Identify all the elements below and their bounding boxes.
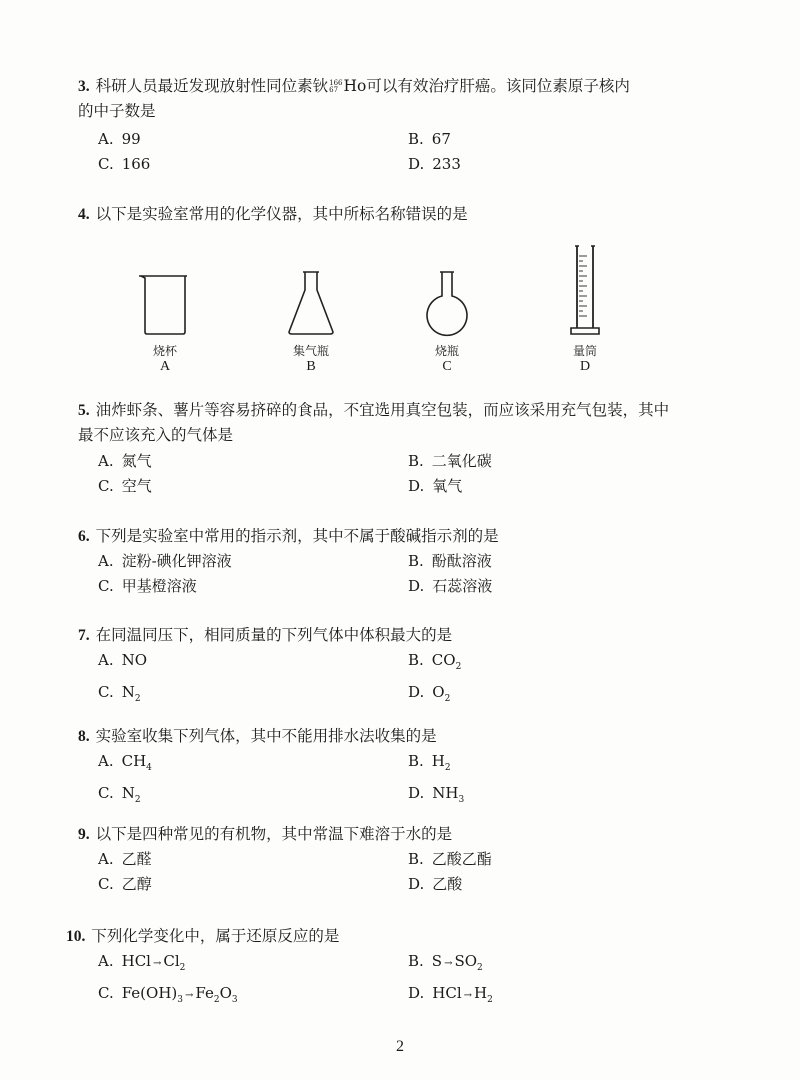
instrument-letter: C bbox=[442, 359, 452, 374]
instrument-b[interactable] bbox=[276, 268, 346, 375]
formula: SO bbox=[454, 952, 478, 970]
formula-subscript: 2 bbox=[134, 795, 141, 805]
arrow-icon: → bbox=[463, 990, 473, 1001]
instrument-c[interactable] bbox=[412, 268, 482, 375]
option-label: D. bbox=[408, 683, 425, 701]
formula: S bbox=[431, 952, 443, 970]
question-4 bbox=[78, 202, 758, 227]
round-flask-icon bbox=[419, 268, 475, 338]
option-label: D. bbox=[408, 784, 425, 802]
stem-text: 油炸虾条、薯片等容易挤碎的食品，不宜选用真空包装，而应该采用充气包装，其中 bbox=[95, 401, 670, 419]
formula: HCl bbox=[121, 952, 151, 970]
stem-text: 的中子数是 bbox=[78, 102, 156, 120]
question-stem bbox=[78, 724, 758, 749]
option-c[interactable] bbox=[98, 981, 408, 1013]
question-number: 7. bbox=[78, 627, 90, 644]
question-number: 6. bbox=[78, 528, 90, 545]
mass-number: 166 bbox=[329, 79, 343, 87]
stem-text: 在同温同压下，相同质量的下列气体中体积最大的是 bbox=[95, 626, 453, 644]
formula-subscript: 2 bbox=[444, 763, 451, 773]
formula: O bbox=[432, 683, 445, 701]
option-label: C. bbox=[98, 683, 114, 701]
formula: HCl bbox=[432, 984, 462, 1002]
question-stem bbox=[78, 524, 758, 549]
option-label: B. bbox=[408, 952, 424, 970]
option-d[interactable] bbox=[408, 680, 708, 712]
option-text: 乙酸 bbox=[432, 875, 463, 893]
option-text: 淀粉-碘化钾溶液 bbox=[121, 552, 232, 570]
option-label: B. bbox=[408, 452, 424, 470]
formula: Fe(OH) bbox=[121, 984, 178, 1002]
instrument-letter: D bbox=[579, 359, 591, 374]
option-label: A. bbox=[98, 952, 114, 970]
option-label: B. bbox=[408, 850, 424, 868]
stem-text: 下列是实验室中常用的指示剂，其中不属于酸碱指示剂的是 bbox=[95, 527, 499, 545]
stem-text: 下列化学变化中，属于还原反应的是 bbox=[91, 927, 340, 945]
option-a[interactable] bbox=[98, 549, 408, 574]
option-d[interactable] bbox=[408, 981, 708, 1013]
formula: H bbox=[474, 984, 488, 1002]
instrument-letter: A bbox=[159, 359, 171, 374]
question-stem bbox=[78, 202, 758, 227]
option-text: 233 bbox=[432, 155, 461, 173]
formula-subscript: 3 bbox=[177, 995, 183, 1005]
conical-flask-icon bbox=[283, 268, 339, 338]
formula-subscript: 2 bbox=[455, 662, 462, 672]
option-text: 氧气 bbox=[432, 477, 463, 495]
question-number: 4. bbox=[78, 206, 90, 223]
option-label: A. bbox=[98, 651, 114, 669]
formula: N bbox=[121, 683, 135, 701]
option-d[interactable] bbox=[408, 574, 708, 599]
option-text: 二氧化碳 bbox=[431, 452, 492, 470]
option-c[interactable] bbox=[98, 152, 408, 177]
option-a[interactable] bbox=[98, 449, 408, 474]
option-text: 乙醇 bbox=[121, 875, 152, 893]
isotope-notation bbox=[329, 80, 342, 94]
option-label: C. bbox=[98, 784, 114, 802]
option-text: 99 bbox=[121, 130, 141, 148]
option-label: C. bbox=[98, 984, 114, 1002]
option-b[interactable] bbox=[408, 449, 708, 474]
arrow-icon: → bbox=[444, 958, 453, 969]
option-text: 石蕊溶液 bbox=[432, 577, 493, 595]
option-text: 乙醛 bbox=[121, 850, 152, 868]
question-stem bbox=[78, 74, 758, 123]
option-d[interactable] bbox=[408, 781, 708, 813]
option-label: C. bbox=[98, 155, 114, 173]
question-6 bbox=[78, 524, 758, 599]
option-b[interactable] bbox=[408, 127, 708, 152]
option-c[interactable] bbox=[98, 680, 408, 712]
option-c[interactable] bbox=[98, 872, 408, 897]
arrow-icon: → bbox=[185, 990, 194, 1001]
formula-subscript: 2 bbox=[213, 995, 220, 1005]
formula: N bbox=[121, 784, 135, 802]
option-text: 甲基橙溶液 bbox=[121, 577, 197, 595]
option-d[interactable] bbox=[408, 152, 708, 177]
formula-subscript: 2 bbox=[134, 694, 141, 704]
question-8 bbox=[78, 724, 758, 813]
option-label: C. bbox=[98, 477, 114, 495]
option-text: 氮气 bbox=[121, 452, 152, 470]
option-label: A. bbox=[98, 850, 114, 868]
instrument-caption: 量筒 bbox=[572, 344, 597, 358]
formula: CH bbox=[121, 752, 147, 770]
formula: O bbox=[219, 984, 232, 1002]
options bbox=[98, 648, 758, 712]
formula-subscript: 3 bbox=[458, 795, 465, 805]
option-label: B. bbox=[408, 552, 424, 570]
option-c[interactable] bbox=[98, 781, 408, 813]
option-a[interactable] bbox=[98, 749, 408, 781]
instrument-figures bbox=[130, 240, 630, 390]
question-9 bbox=[78, 822, 758, 897]
question-stem bbox=[78, 623, 758, 648]
question-number: 9. bbox=[78, 826, 90, 843]
option-text: 空气 bbox=[121, 477, 152, 495]
option-label: B. bbox=[408, 130, 424, 148]
instrument-letter: B bbox=[306, 359, 316, 374]
page-number: 2 bbox=[396, 1038, 404, 1055]
formula-subscript: 2 bbox=[444, 694, 451, 704]
formula-subscript: 2 bbox=[477, 963, 483, 973]
instrument-caption: 烧杯 bbox=[152, 344, 177, 358]
option-b[interactable] bbox=[408, 949, 708, 981]
stem-text: 以下是四种常见的有机物，其中常温下难溶于水的是 bbox=[95, 825, 453, 843]
beaker-icon bbox=[137, 268, 193, 338]
question-stem bbox=[66, 924, 758, 949]
stem-text: 可以有效治疗肝癌。该同位素原子核内 bbox=[366, 77, 630, 95]
option-label: C. bbox=[98, 577, 114, 595]
question-number: 10. bbox=[66, 928, 86, 945]
instrument-caption: 烧瓶 bbox=[434, 344, 459, 358]
question-7 bbox=[78, 623, 758, 712]
question-5 bbox=[78, 398, 758, 499]
question-number: 5. bbox=[78, 402, 90, 419]
option-label: A. bbox=[98, 130, 114, 148]
option-c[interactable] bbox=[98, 574, 408, 599]
formula: Fe bbox=[195, 984, 214, 1002]
formula: Cl bbox=[163, 952, 180, 970]
option-label: A. bbox=[98, 752, 114, 770]
option-a[interactable] bbox=[98, 648, 408, 680]
option-label: D. bbox=[408, 984, 425, 1002]
options bbox=[98, 449, 758, 499]
stem-text: 以下是实验室常用的化学仪器，其中所标名称错误的是 bbox=[95, 205, 468, 223]
options bbox=[98, 847, 758, 897]
formula-subscript: 4 bbox=[146, 763, 152, 773]
option-d[interactable] bbox=[408, 872, 708, 897]
question-3 bbox=[78, 74, 758, 177]
formula: H bbox=[431, 752, 445, 770]
formula-subscript: 3 bbox=[231, 995, 238, 1005]
stem-text: 科研人员最近发现放射性同位素钬 bbox=[95, 77, 329, 95]
question-number: 3. bbox=[78, 78, 90, 95]
question-stem bbox=[78, 822, 758, 847]
instrument-d[interactable] bbox=[550, 242, 620, 375]
atomic-number: 67 bbox=[329, 86, 339, 94]
option-c[interactable] bbox=[98, 474, 408, 499]
option-a[interactable] bbox=[98, 847, 408, 872]
option-d[interactable] bbox=[408, 474, 708, 499]
question-10 bbox=[66, 924, 758, 1013]
element-symbol: Ho bbox=[343, 77, 367, 95]
option-text: 乙酸乙酯 bbox=[431, 850, 492, 868]
formula: NH bbox=[432, 784, 459, 802]
formula: CO bbox=[431, 651, 456, 669]
graduated-cylinder-icon bbox=[565, 242, 605, 338]
option-label: A. bbox=[98, 552, 114, 570]
option-label: B. bbox=[408, 752, 424, 770]
option-b[interactable] bbox=[408, 749, 708, 781]
question-stem bbox=[78, 398, 758, 447]
option-b[interactable] bbox=[408, 648, 708, 680]
question-number: 8. bbox=[78, 728, 90, 745]
option-label: B. bbox=[408, 651, 424, 669]
option-b[interactable] bbox=[408, 549, 708, 574]
stem-text: 实验室收集下列气体，其中不能用排水法收集的是 bbox=[95, 727, 437, 745]
stem-text: 最不应该充入的气体是 bbox=[78, 426, 234, 444]
instrument-a[interactable] bbox=[130, 268, 200, 375]
option-a[interactable] bbox=[98, 127, 408, 152]
option-text: 酚酞溶液 bbox=[431, 552, 492, 570]
option-a[interactable] bbox=[98, 949, 408, 981]
option-label: D. bbox=[408, 155, 425, 173]
instrument-caption: 集气瓶 bbox=[292, 344, 329, 358]
arrow-icon: → bbox=[152, 958, 162, 969]
options bbox=[98, 749, 758, 813]
option-b[interactable] bbox=[408, 847, 708, 872]
formula: NO bbox=[121, 651, 148, 669]
formula-subscript: 2 bbox=[179, 963, 186, 973]
options bbox=[98, 549, 758, 599]
option-text: 67 bbox=[431, 130, 451, 148]
options bbox=[98, 127, 758, 177]
formula-subscript: 2 bbox=[487, 995, 493, 1005]
option-label: A. bbox=[98, 452, 114, 470]
option-label: C. bbox=[98, 875, 114, 893]
option-label: D. bbox=[408, 577, 425, 595]
option-text: 166 bbox=[121, 155, 151, 173]
option-label: D. bbox=[408, 477, 425, 495]
options bbox=[98, 949, 758, 1013]
option-label: D. bbox=[408, 875, 425, 893]
